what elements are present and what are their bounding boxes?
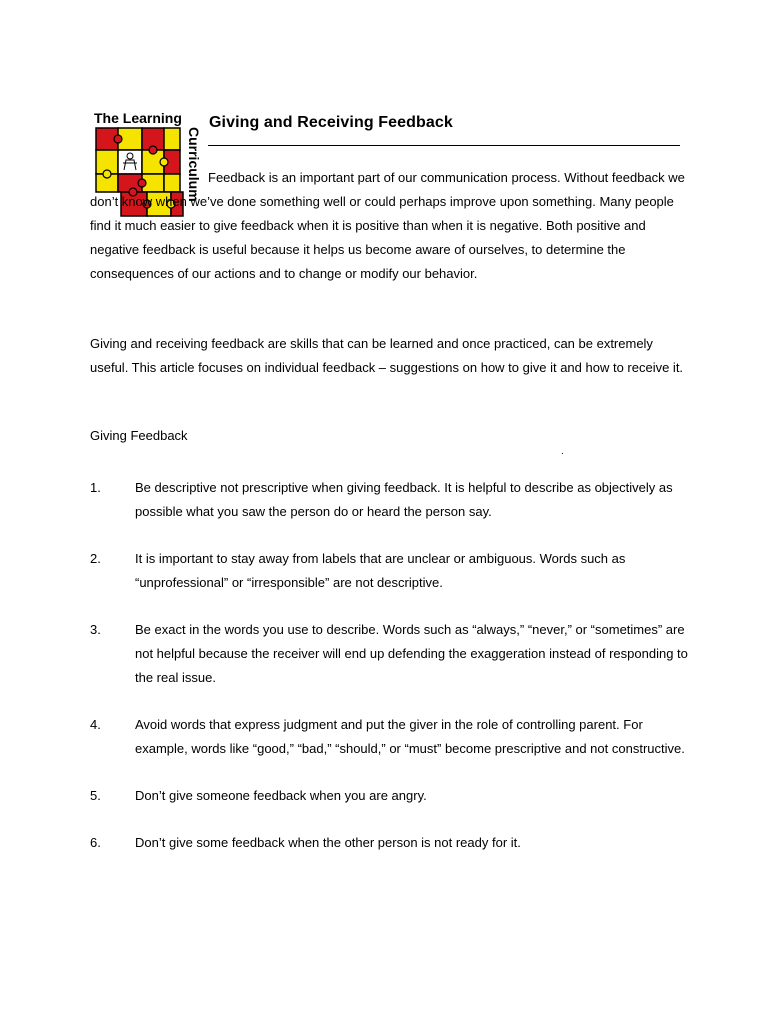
list-number: 1. xyxy=(90,480,101,495)
second-paragraph: Giving and receiving feedback are skills that can be learned and once practiced, can be extremely useful. This article focuses on individual feedback – suggestions on how to give it and how to receive it. xyxy=(90,336,684,375)
list-item xyxy=(90,784,690,808)
list-item xyxy=(90,618,690,690)
list-item xyxy=(90,476,690,524)
list-text: Don’t give someone feedback when you are angry. xyxy=(135,788,427,803)
list-number: 5. xyxy=(90,788,101,803)
list-text: Be exact in the words you use to describe. Words such as “always,” “never,” or “sometimes” are not helpful because the receiver will end up defending the exaggeration instead of responding to the real issue. xyxy=(135,622,688,685)
list-number: 6. xyxy=(90,835,101,850)
list-number: 3. xyxy=(90,622,101,637)
intro-paragraph: Feedback is an important part of our communication process. Without feedback we don’t know when we’ve done something well or could perhaps improve upon something. Many people find it much easier to give feedback when it is positive than when it is negative. Both positive and negative feedback is useful because it helps us become aware of ourselves, to determine the consequences of our actions and to change or modify our behavior. xyxy=(90,170,685,281)
list-text: Don’t give some feedback when the other person is not ready for it. xyxy=(135,835,521,850)
list-number: 2. xyxy=(90,551,101,566)
logo-line2: Curriculum xyxy=(186,127,202,202)
section-heading: Giving Feedback xyxy=(90,428,188,443)
list-item xyxy=(90,831,690,855)
stray-mark: . xyxy=(561,446,564,457)
logo-line1: The Learning xyxy=(94,110,182,126)
list-number: 4. xyxy=(90,717,101,732)
document-title: Giving and Receiving Feedback xyxy=(209,114,453,131)
feedback-list xyxy=(90,476,690,878)
list-text: Be descriptive not prescriptive when giving feedback. It is helpful to describe as objectively as possible what you saw the person do or heard the person say. xyxy=(135,480,673,519)
list-text: Avoid words that express judgment and put the giver in the role of controlling parent. For example, words like “good,” “bad,” “should,” or “must” become prescriptive and not constructive. xyxy=(135,717,685,756)
list-text: It is important to stay away from labels that are unclear or ambiguous. Words such as “unprofessional” or “irresponsible” are not descriptive. xyxy=(135,551,626,590)
title-underline xyxy=(208,145,680,146)
list-item xyxy=(90,713,690,761)
list-item xyxy=(90,547,690,595)
